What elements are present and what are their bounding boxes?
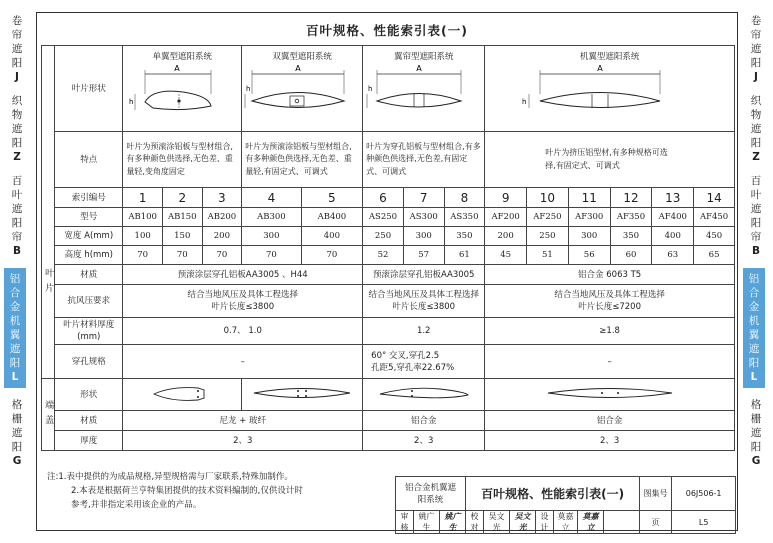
width-cell-12: 350 xyxy=(610,227,652,246)
perforation-2-line2: 孔距5,穿孔率22.67% xyxy=(371,362,455,373)
thickness-3: ≥1.8 xyxy=(485,318,735,345)
model-cell-3: AB200 xyxy=(202,208,242,227)
tb-design-label: 设计 xyxy=(536,511,554,534)
index-char: 百 xyxy=(750,175,762,187)
group-label-end-cap: 端盖 xyxy=(42,379,55,451)
width-cell-6: 250 xyxy=(363,227,404,246)
index-letter: G xyxy=(751,455,761,467)
row-label-index: 索引编号 xyxy=(55,188,123,208)
dim-a-label-1: A xyxy=(174,64,181,73)
width-cell-8: 350 xyxy=(444,227,485,246)
row-label-height: 高度 h(mm) xyxy=(55,246,123,265)
row-label-width: 宽度 A(mm) xyxy=(55,227,123,246)
index-char: 遮 xyxy=(11,123,23,135)
left-index-group-l[interactable] xyxy=(4,268,26,388)
model-cell-9: AF200 xyxy=(485,208,527,227)
index-cell-8: 8 xyxy=(444,188,485,208)
index-char: 栅 xyxy=(750,413,762,425)
index-char: 合 xyxy=(9,287,21,299)
spec-table xyxy=(41,45,735,451)
tb-category: 铝合金机翼遮阳系统 xyxy=(396,477,466,511)
right-index-group-l[interactable] xyxy=(743,268,765,388)
left-index-group-z[interactable] xyxy=(4,94,30,164)
note-3: 参考,并非指定采用该企业的产品。 xyxy=(71,500,202,510)
height-cell-13: 63 xyxy=(652,246,694,265)
index-cell-13: 13 xyxy=(652,188,694,208)
row-label-thickness: 叶片材料厚度(mm) xyxy=(55,318,123,345)
thickness-2: 1.2 xyxy=(363,318,485,345)
width-cell-14: 450 xyxy=(694,227,735,246)
index-letter: L xyxy=(11,371,19,383)
height-cell-7: 57 xyxy=(403,246,444,265)
wind-3-line1: 结合当地风压及具体工程选择 xyxy=(554,290,665,300)
index-char: 遮 xyxy=(750,427,762,439)
model-cell-12: AF350 xyxy=(610,208,652,227)
shape-airfoil-wing xyxy=(485,46,735,132)
index-cell-11: 11 xyxy=(568,188,610,208)
note-1: 注:1.表中提供的为成品规格,异型规格需与厂家联系,特殊加制作。 xyxy=(47,472,293,482)
wind-2-line1: 结合当地风压及具体工程选择 xyxy=(368,290,479,300)
left-index-strip xyxy=(4,14,30,529)
shape-single-wing xyxy=(123,46,242,132)
index-char: 机 xyxy=(748,315,760,327)
shape-double-wing xyxy=(242,46,363,132)
height-cell-6: 52 xyxy=(363,246,404,265)
index-cell-6: 6 xyxy=(363,188,404,208)
width-cell-1: 100 xyxy=(123,227,163,246)
thickness-1: 0.7、 1.0 xyxy=(123,318,363,345)
index-letter: B xyxy=(12,245,21,257)
tb-sheet-title: 百叶规格、性能索引表(一) xyxy=(466,477,640,511)
width-cell-9: 200 xyxy=(485,227,527,246)
drawing-frame xyxy=(36,12,738,531)
perforation-2 xyxy=(363,345,485,379)
index-letter: J xyxy=(15,71,19,83)
model-cell-5: AB400 xyxy=(301,208,363,227)
index-char: 铝 xyxy=(748,273,760,285)
width-cell-2: 150 xyxy=(162,227,202,246)
wind-1-line1: 结合当地风压及具体工程选择 xyxy=(187,290,299,300)
row-label-cap-material: 材质 xyxy=(55,411,123,431)
index-char: 叶 xyxy=(750,189,762,201)
notes xyxy=(47,470,387,512)
index-char: 卷 xyxy=(11,15,23,27)
perforation-1: – xyxy=(123,345,363,379)
height-cell-4: 70 xyxy=(242,246,301,265)
index-cell-3: 3 xyxy=(202,188,242,208)
wind-1-line2: 叶片长度≤3800 xyxy=(211,302,275,312)
cap-shape-1 xyxy=(123,379,242,411)
curtain-wing-blade-diagram xyxy=(363,46,474,130)
index-cell-4: 4 xyxy=(242,188,301,208)
index-char: 阳 xyxy=(9,357,21,369)
index-letter: B xyxy=(751,245,760,257)
shape-curtain-wing xyxy=(363,46,485,132)
index-char: 遮 xyxy=(11,43,23,55)
tb-page-label: 页 xyxy=(640,511,672,534)
wind-2-line2: 叶片长度≤3800 xyxy=(392,302,456,312)
index-char: 织 xyxy=(11,95,23,107)
end-cap-shape-2 xyxy=(248,382,356,404)
system-name-4: 机翼型遮阳系统 xyxy=(579,52,640,62)
dim-a-label-4: A xyxy=(597,64,603,73)
feature-4: 叶片为挤压铝型材,有多种规格可选择,有固定式、可调式 xyxy=(485,132,735,188)
tb-atlas-label: 图集号 xyxy=(640,477,672,511)
tb-checker-signature: 吴文光 xyxy=(510,511,536,534)
end-cap-shape-3 xyxy=(370,382,478,404)
tb-designer-signature: 莫嘉立 xyxy=(578,511,604,534)
model-cell-10: AF250 xyxy=(527,208,569,227)
tb-check-label: 校对 xyxy=(466,511,484,534)
index-char: 阳 xyxy=(748,357,760,369)
index-char: 遮 xyxy=(11,203,23,215)
row-label-material: 材质 xyxy=(55,265,123,285)
cap-thickness-2: 2、3 xyxy=(363,431,485,451)
row-label-cap-thickness: 厚度 xyxy=(55,431,123,451)
cap-material-3: 铝合金 xyxy=(485,411,735,431)
index-char: 织 xyxy=(750,95,762,107)
width-cell-7: 300 xyxy=(403,227,444,246)
index-char: 翼 xyxy=(748,329,760,341)
dim-h-label-3: h xyxy=(368,85,373,93)
index-char: 阳 xyxy=(11,57,23,69)
index-char: 格 xyxy=(11,399,23,411)
index-char: 阳 xyxy=(750,137,762,149)
left-index-group-j[interactable] xyxy=(4,14,30,84)
index-char: 阳 xyxy=(11,137,23,149)
height-cell-9: 45 xyxy=(485,246,527,265)
tb-reviewer-signature: 姚广生 xyxy=(440,511,466,534)
dim-h-label-1: h xyxy=(129,98,134,106)
width-cell-3: 200 xyxy=(202,227,242,246)
model-cell-14: AF450 xyxy=(694,208,735,227)
page-title: 百叶规格、性能索引表(一) xyxy=(306,23,468,38)
material-1: 预滚涂层穿孔铝板AA3005 、H44 xyxy=(123,265,363,285)
tb-page-no: L5 xyxy=(672,511,736,534)
system-name-2: 双翼型遮阳系统 xyxy=(272,52,332,62)
index-char: 遮 xyxy=(750,203,762,215)
title-block xyxy=(395,476,736,534)
feature-1: 叶片为预滚涂铝板与型材组合,有多种颜色供选择,无色差、重量轻,变角度固定 xyxy=(123,132,242,188)
left-index-group-g[interactable] xyxy=(4,398,30,468)
model-cell-8: AS350 xyxy=(444,208,485,227)
height-cell-3: 70 xyxy=(202,246,242,265)
cap-material-2: 铝合金 xyxy=(363,411,485,431)
double-wing-blade-diagram xyxy=(242,46,352,130)
index-char: 遮 xyxy=(750,123,762,135)
row-label-model: 型号 xyxy=(55,208,123,227)
index-cell-2: 2 xyxy=(162,188,202,208)
index-letter: L xyxy=(750,371,758,383)
index-char: 物 xyxy=(11,109,23,121)
index-char: 叶 xyxy=(11,189,23,201)
height-cell-2: 70 xyxy=(162,246,202,265)
index-cell-5: 5 xyxy=(301,188,363,208)
index-char: 金 xyxy=(748,301,760,313)
index-char: 阳 xyxy=(11,441,23,453)
height-cell-11: 56 xyxy=(568,246,610,265)
index-char: 遮 xyxy=(748,343,760,355)
left-index-group-b[interactable] xyxy=(4,174,30,258)
index-char: 阳 xyxy=(750,441,762,453)
end-cap-shape-4 xyxy=(498,382,722,404)
index-char: 阳 xyxy=(750,217,762,229)
index-char: 帘 xyxy=(11,231,23,243)
right-index-group-z[interactable] xyxy=(743,94,769,164)
row-label-feature: 特点 xyxy=(55,132,123,188)
material-2: 预滚涂层穿孔铝板AA3005 xyxy=(363,265,485,285)
cap-shape-4 xyxy=(485,379,735,411)
end-cap-shape-1 xyxy=(132,382,232,404)
model-cell-1: AB100 xyxy=(123,208,163,227)
cap-thickness-3: 2、3 xyxy=(485,431,735,451)
wind-3-line2: 叶片长度≤7200 xyxy=(578,302,641,312)
airfoil-blade-diagram xyxy=(485,46,712,130)
single-wing-blade-diagram xyxy=(123,46,231,130)
wind-1 xyxy=(123,285,363,318)
height-cell-12: 60 xyxy=(610,246,652,265)
index-char: 帘 xyxy=(750,231,762,243)
index-char: 翼 xyxy=(9,329,21,341)
height-cell-8: 61 xyxy=(444,246,485,265)
right-index-strip xyxy=(743,14,769,529)
index-cell-10: 10 xyxy=(527,188,569,208)
model-cell-7: AS300 xyxy=(403,208,444,227)
row-label-shape: 叶片形状 xyxy=(55,46,123,132)
perforation-3: – xyxy=(485,345,735,379)
material-3: 铝合金 6063 T5 xyxy=(485,265,735,285)
index-cell-9: 9 xyxy=(485,188,527,208)
model-cell-2: AB150 xyxy=(162,208,202,227)
index-cell-1: 1 xyxy=(123,188,163,208)
index-char: 金 xyxy=(9,301,21,313)
model-cell-6: AS250 xyxy=(363,208,404,227)
index-cell-7: 7 xyxy=(403,188,444,208)
index-char: 机 xyxy=(9,315,21,327)
dim-h-label-4: h xyxy=(522,98,527,106)
index-letter: G xyxy=(12,455,22,467)
model-cell-4: AB300 xyxy=(242,208,301,227)
index-letter: Z xyxy=(13,151,21,163)
dim-a-label-3: A xyxy=(416,64,422,73)
note-2: 2.本表是根据荷兰亨特集团提供的技术资料编制的,仅供设计时 xyxy=(71,486,303,496)
width-cell-4: 300 xyxy=(242,227,301,246)
tb-designer: 莫嘉立 xyxy=(554,511,578,534)
feature-2: 叶片为预滚涂铝板与型材组合,有多种颜色供选择,无色差、重量轻,有固定式、可调式 xyxy=(242,132,363,188)
system-name-3: 翼帘型遮阳系统 xyxy=(393,52,454,62)
index-char: 格 xyxy=(750,399,762,411)
index-char: 栅 xyxy=(11,413,23,425)
index-cell-14: 14 xyxy=(694,188,735,208)
row-label-cap-shape: 形状 xyxy=(55,379,123,411)
height-cell-5: 70 xyxy=(301,246,363,265)
right-index-group-j[interactable] xyxy=(743,14,769,84)
height-cell-1: 70 xyxy=(123,246,163,265)
cap-material-1: 尼龙 + 玻纤 xyxy=(123,411,363,431)
right-index-group-b[interactable] xyxy=(743,174,769,258)
row-label-wind: 抗风压要求 xyxy=(55,285,123,318)
index-char: 帘 xyxy=(11,29,23,41)
cap-shape-3 xyxy=(363,379,485,411)
index-char: 铝 xyxy=(9,273,21,285)
cap-thickness-1: 2、3 xyxy=(123,431,363,451)
width-cell-10: 250 xyxy=(527,227,569,246)
wind-3 xyxy=(485,285,735,318)
index-char: 帘 xyxy=(750,29,762,41)
group-label-blade: 叶片 xyxy=(42,188,55,379)
perforation-2-line1: 60° 交叉,穿孔2.5 xyxy=(371,350,440,361)
index-char: 百 xyxy=(11,175,23,187)
index-char: 阳 xyxy=(750,57,762,69)
width-cell-11: 300 xyxy=(568,227,610,246)
cap-shape-2 xyxy=(242,379,363,411)
index-char: 遮 xyxy=(11,427,23,439)
index-char: 卷 xyxy=(750,15,762,27)
row-label-perforation: 穿孔规格 xyxy=(55,345,123,379)
index-char: 遮 xyxy=(9,343,21,355)
width-cell-13: 400 xyxy=(652,227,694,246)
feature-3: 叶片为穿孔铝板与型材组合,有多种颜色供选择,无色差,有固定式、可调式 xyxy=(363,132,485,188)
right-index-group-g[interactable] xyxy=(743,398,769,468)
model-cell-13: AF400 xyxy=(652,208,694,227)
height-cell-10: 51 xyxy=(527,246,569,265)
tb-review-label: 审核 xyxy=(396,511,414,534)
tb-reviewer: 姚广生 xyxy=(414,511,440,534)
tb-checker: 吴文光 xyxy=(484,511,510,534)
dim-a-label-2: A xyxy=(295,64,301,73)
index-char: 物 xyxy=(750,109,762,121)
index-cell-12: 12 xyxy=(610,188,652,208)
index-char: 阳 xyxy=(11,217,23,229)
tb-blank xyxy=(604,511,640,534)
index-char: 合 xyxy=(748,287,760,299)
height-cell-14: 65 xyxy=(694,246,735,265)
dim-h-label-2: h xyxy=(246,85,251,93)
system-name-1: 单翼型遮阳系统 xyxy=(152,52,213,62)
wind-2 xyxy=(363,285,485,318)
tb-atlas-no: 06J506-1 xyxy=(672,477,736,511)
index-letter: J xyxy=(754,71,758,83)
index-letter: Z xyxy=(752,151,760,163)
index-char: 遮 xyxy=(750,43,762,55)
width-cell-5: 400 xyxy=(301,227,363,246)
model-cell-11: AF300 xyxy=(568,208,610,227)
